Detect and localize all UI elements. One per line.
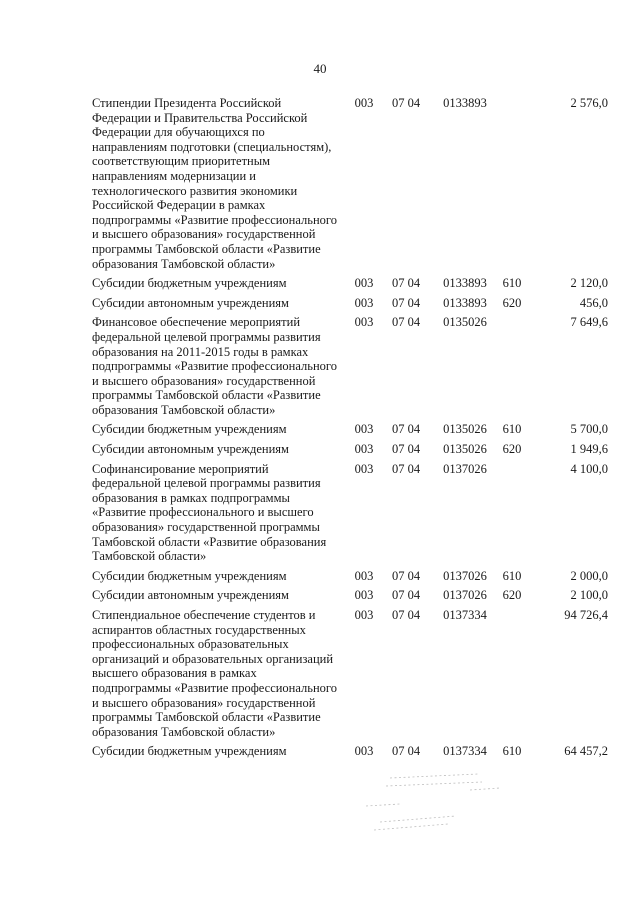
- row-target-code: 0137026: [443, 568, 487, 583]
- row-target-code: 0135026: [443, 315, 487, 330]
- row-section-code: 07 04: [391, 608, 421, 622]
- row-ministry-code: 003: [354, 96, 374, 110]
- row-name: Субсидии автономным учреждениям: [92, 442, 289, 457]
- row-name: Субсидии бюджетным учреждениям: [92, 276, 287, 291]
- row-ministry-code: 003: [354, 276, 374, 291]
- row-ministry-code: 003: [354, 744, 374, 759]
- budget-table: [92, 96, 608, 764]
- row-section-code: 07 04: [391, 295, 421, 310]
- row-section-code: 07 04: [391, 744, 421, 759]
- row-amount: 7 649,6: [570, 315, 608, 330]
- row-section-code: 07 04: [391, 442, 421, 457]
- row-section-code: 07 04: [391, 588, 421, 603]
- row-expense-type: 610: [502, 422, 522, 437]
- row-ministry-code: 003: [354, 608, 374, 622]
- table-row: [92, 276, 608, 291]
- row-section-code: 07 04: [391, 276, 421, 291]
- row-target-code: 0135026: [443, 422, 487, 437]
- row-expense-type: 610: [502, 744, 522, 759]
- row-target-code: 0133893: [443, 276, 487, 291]
- row-name: Софинансирование мероприятий федеральной целевой программы развития образования в рамках подпрограммы «Развитие профессионального и высшего образования» государственной программы Тамбовской области «Развитие образования Тамбовской области»: [92, 461, 327, 564]
- row-amount: 1 949,6: [570, 442, 608, 457]
- row-name: Финансовое обеспечение мероприятий федеральной целевой программы развития образования на 2011-2015 годы в рамках подпрограммы «Развитие профессионального и высшего образования» государственной программы Тамбовской области «Развитие образования Тамбовской области»: [92, 315, 337, 417]
- row-target-code: 0133893: [443, 295, 487, 310]
- table-row: [92, 96, 608, 271]
- row-expense-type: 610: [502, 276, 522, 291]
- row-ministry-code: 003: [354, 568, 374, 583]
- row-name: Субсидии бюджетным учреждениям: [92, 744, 287, 759]
- table-row: [92, 422, 608, 437]
- row-name: Субсидии автономным учреждениям: [92, 295, 289, 310]
- table-row: [92, 442, 608, 457]
- row-ministry-code: 003: [354, 442, 374, 457]
- table-row: [92, 315, 608, 417]
- row-amount: 2 576,0: [570, 96, 608, 110]
- row-target-code: 0137026: [443, 588, 487, 603]
- row-target-code: 0137334: [443, 744, 487, 759]
- row-ministry-code: 003: [354, 295, 374, 310]
- row-amount: 2 100,0: [570, 588, 608, 603]
- row-expense-type: 620: [502, 295, 522, 310]
- row-expense-type: 620: [502, 442, 522, 457]
- row-target-code: 0137026: [443, 461, 487, 476]
- row-target-code: 0133893: [443, 96, 487, 110]
- row-section-code: 07 04: [391, 461, 421, 476]
- row-ministry-code: 003: [354, 461, 374, 476]
- row-section-code: 07 04: [391, 315, 421, 330]
- row-name: Субсидии бюджетным учреждениям: [92, 568, 287, 583]
- row-name: Стипендии Президента Российской Федерации и Правительства Российской Федерации для обучающихся по направлениям подготовки (специальностям), соответствующим приоритетным направлениям модернизации и технологического развития экономики Российской Федерации в рамках подпрограммы «Развитие профессионального и высшего образования» государственной программы Тамбовской области «Развитие образования Тамбовской области»: [92, 96, 337, 271]
- row-expense-type: 620: [502, 588, 522, 603]
- table-row: [92, 744, 608, 759]
- table-row: [92, 569, 608, 584]
- table-row: [92, 462, 608, 564]
- row-ministry-code: 003: [354, 422, 374, 437]
- row-amount: 5 700,0: [570, 422, 608, 437]
- row-amount: 2 120,0: [570, 276, 608, 291]
- row-amount: 94 726,4: [564, 608, 608, 622]
- row-amount: 64 457,2: [564, 744, 608, 759]
- page-number: 40: [313, 61, 327, 76]
- row-expense-type: 610: [502, 568, 522, 583]
- row-amount: 456,0: [579, 295, 608, 310]
- row-section-code: 07 04: [391, 422, 421, 437]
- table-row: [92, 588, 608, 603]
- row-ministry-code: 003: [354, 315, 374, 330]
- row-target-code: 0135026: [443, 442, 487, 457]
- row-name: Субсидии бюджетным учреждениям: [92, 422, 287, 437]
- row-section-code: 07 04: [391, 96, 421, 110]
- row-amount: 2 000,0: [570, 568, 608, 583]
- row-name: Субсидии автономным учреждениям: [92, 588, 289, 603]
- row-section-code: 07 04: [391, 568, 421, 583]
- row-target-code: 0137334: [443, 608, 487, 622]
- table-row: [92, 296, 608, 311]
- row-name: Стипендиальное обеспечение студентов и аспирантов областных государственных профессиональных образовательных организаций и образовательных организаций высшего образования в рамках подпрограммы «Развитие профессионального и высшего образования» государственной программы Тамбовской области «Развитие образования Тамбовской области»: [92, 608, 337, 739]
- table-row: [92, 608, 608, 739]
- row-amount: 4 100,0: [570, 461, 608, 476]
- row-ministry-code: 003: [354, 588, 374, 603]
- faded-stamp-mark: [360, 770, 508, 838]
